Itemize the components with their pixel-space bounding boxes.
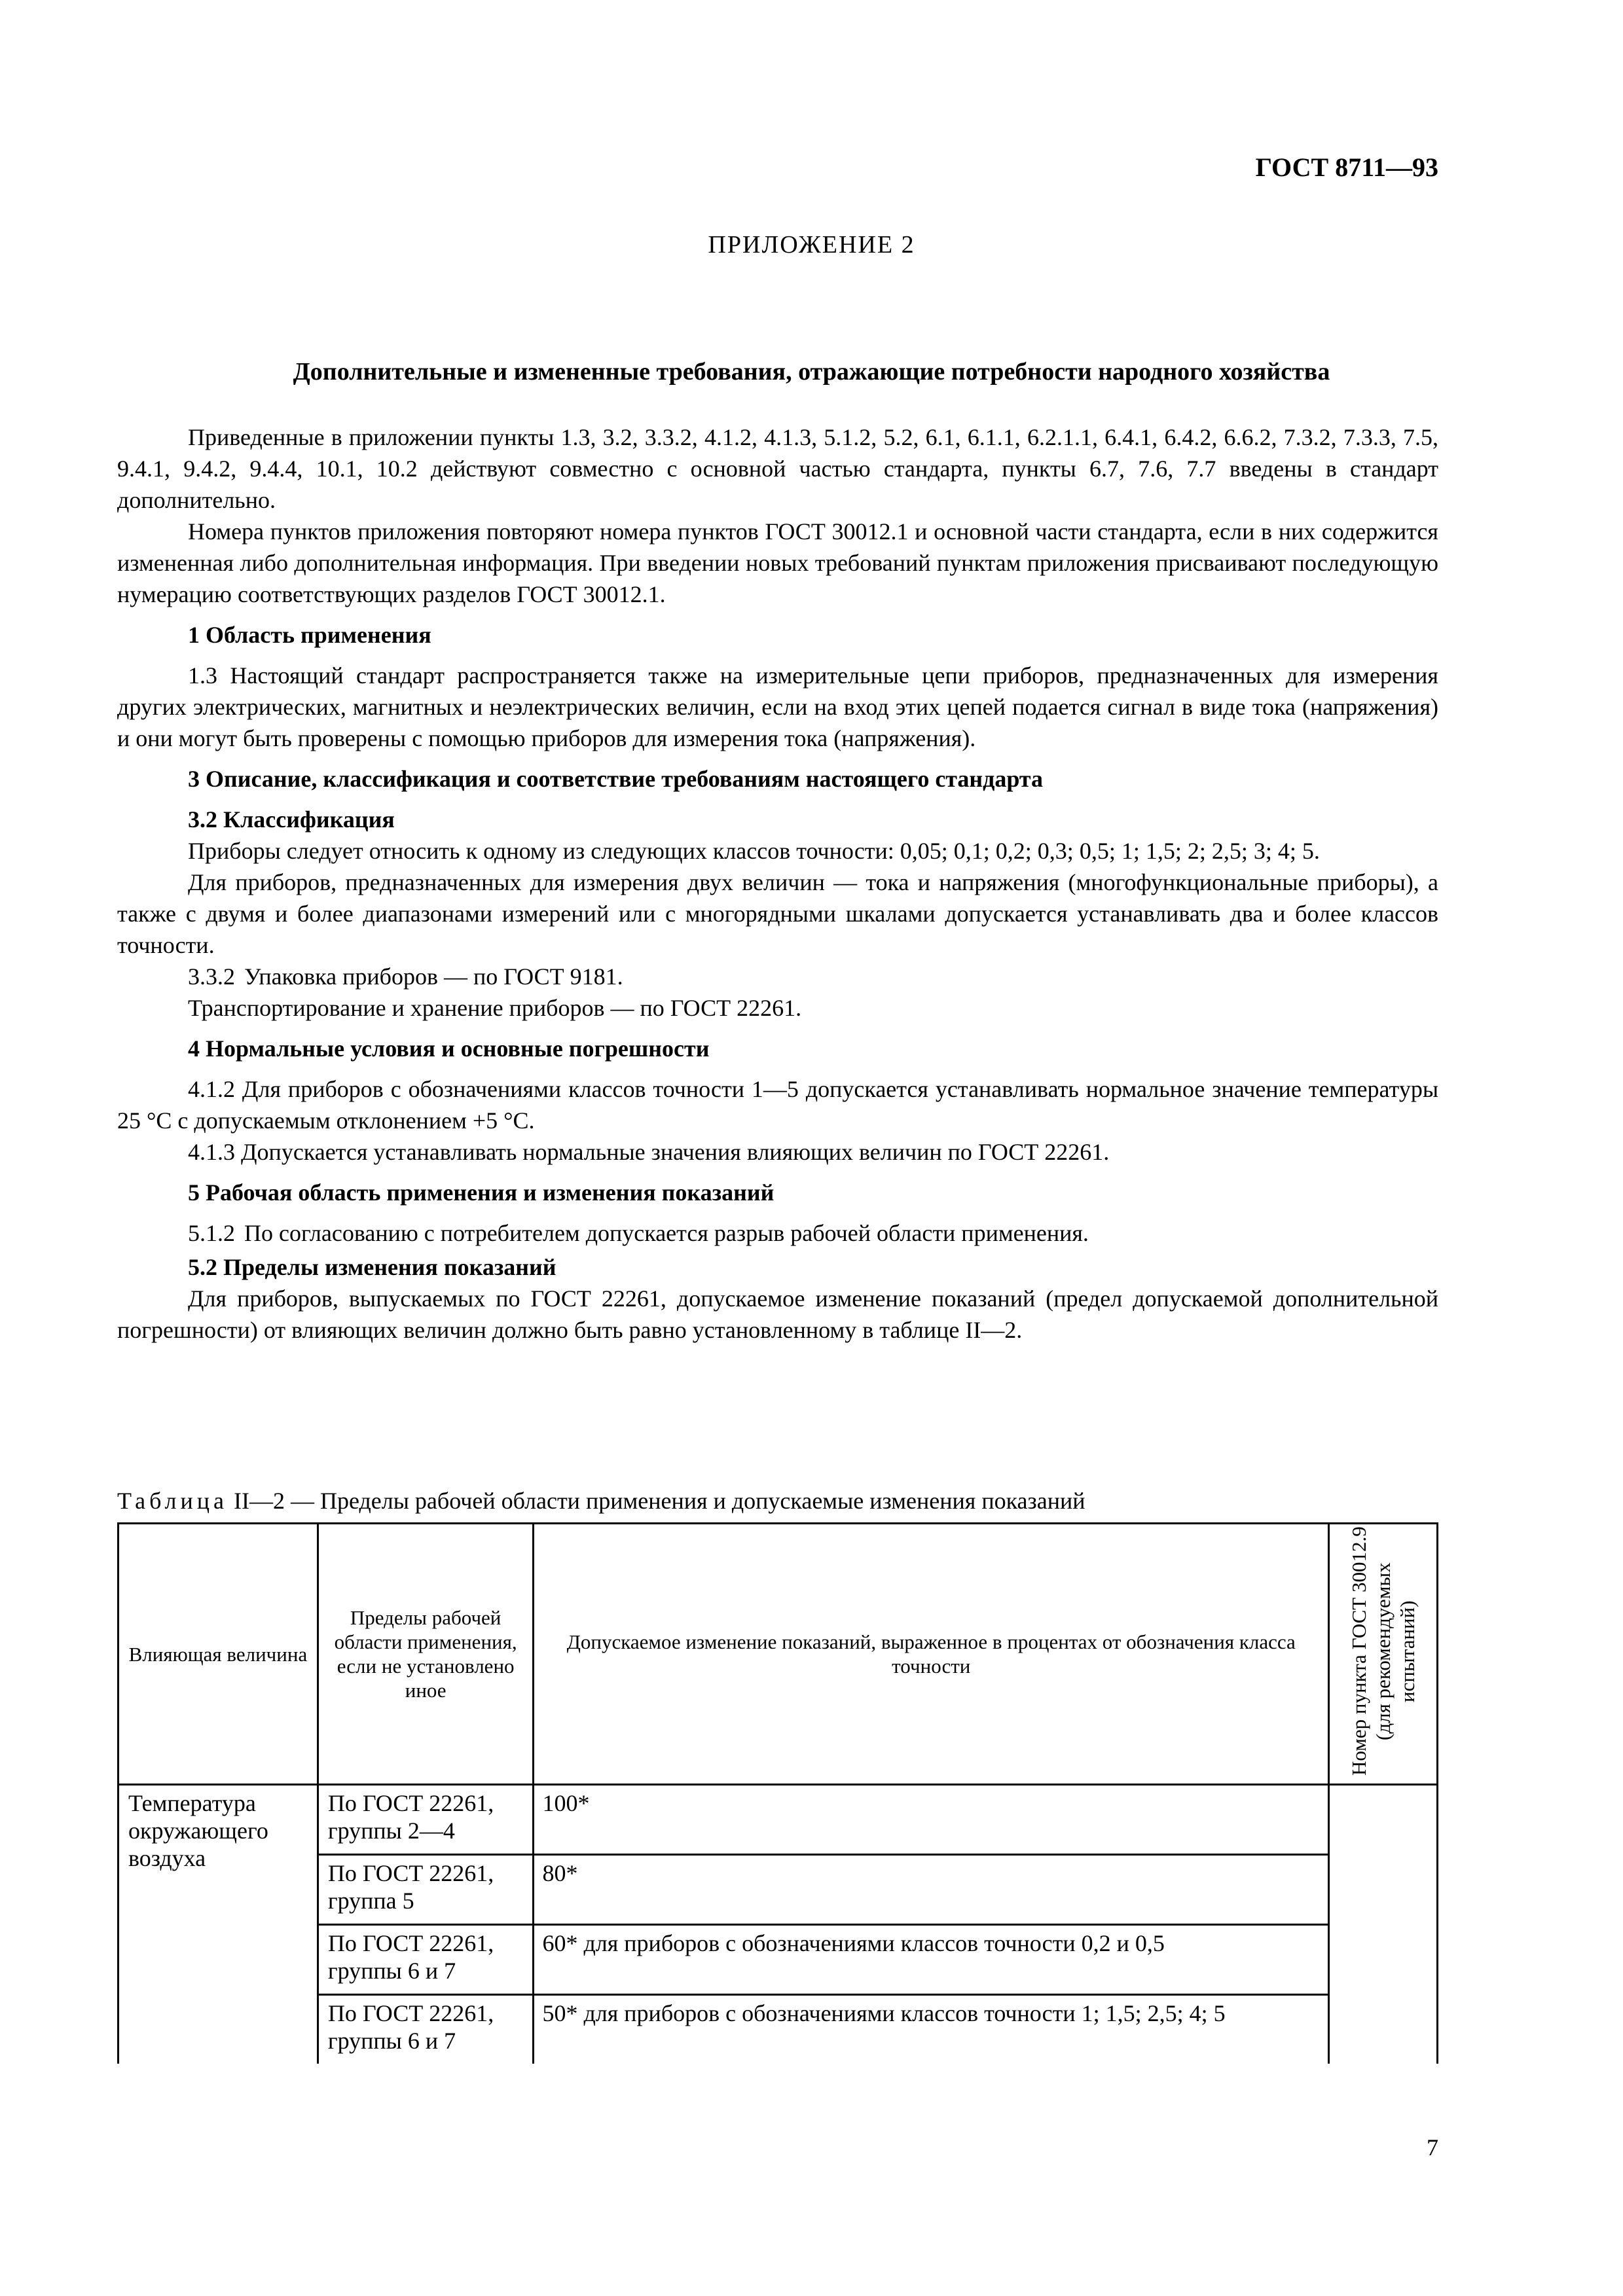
document-body bbox=[117, 422, 1438, 1346]
appendix-label: ПРИЛОЖЕНИЕ 2 bbox=[708, 231, 915, 259]
clause-5-2-title: 5.2 Пределы изменения показаний bbox=[188, 1254, 556, 1280]
header-change: Допускаемое изменение показаний, выраженное в процентах от обозначения класса точности bbox=[534, 1524, 1329, 1785]
section-3-title: 3 Описание, классификация и соответствие требованиям настоящего стандарта bbox=[188, 766, 1044, 792]
table-caption-text: II—2 — Пределы рабочей области применения и допускаемые изменения показаний bbox=[233, 1488, 1085, 1514]
clause-4-1-3: 4.1.3 Допускается устанавливать нормальные значения влияющих величин по ГОСТ 22261. bbox=[188, 1139, 1110, 1165]
clause-5-1-2 bbox=[117, 1217, 1438, 1249]
header-limits: Пределы рабочей области применения, если не установлено иное bbox=[318, 1524, 534, 1785]
header-clause-number-text: Номер пункта ГОСТ 30012.9 (для рекомендуемых испытаний) bbox=[1347, 1526, 1419, 1776]
clause-5-2-text: Для приборов, выпускаемых по ГОСТ 22261, допускаемое изменение показаний (предел допускаемой дополнительной погрешности) от влияющих величин должно быть равно установленному в таблице II—2. bbox=[117, 1285, 1438, 1343]
clause-3-3-2 bbox=[117, 961, 1438, 992]
clause-3-3-2-transport: Транспортирование и хранение приборов — по ГОСТ 22261. bbox=[188, 995, 802, 1021]
clause-3-2-text-1: Приборы следует относить к одному из следующих классов точности: 0,05; 0,1; 0,2; 0,3; 0,5; 1; 1,5; 2; 2,5; 3; 4; 5. bbox=[188, 838, 1320, 864]
table-row bbox=[119, 1785, 1438, 1855]
table-header-row bbox=[119, 1524, 1438, 1785]
clause-cell bbox=[1329, 1785, 1438, 2064]
clause-1-3: 1.3 Настоящий стандарт распространяется также на измерительные цепи приборов, предназначенных для измерения других электрических, магнитных и неэлектрических величин, если на вход этих цепей подается сигнал в виде тока (напряжения) и они могут быть проверены с помощью приборов для измерения тока (напряжения). bbox=[117, 662, 1438, 751]
header-clause-number bbox=[1329, 1524, 1438, 1785]
clause-3-2-title: 3.2 Классификация bbox=[188, 806, 395, 833]
table-caption bbox=[117, 1487, 1085, 1515]
limits-cell: По ГОСТ 22261, группы 2—4 bbox=[318, 1785, 534, 1855]
clause-text: По согласованию с потребителем допускается разрыв рабочей области применения. bbox=[244, 1220, 1089, 1246]
header-quantity: Влияющая величина bbox=[119, 1524, 318, 1785]
change-cell: 100* bbox=[534, 1785, 1329, 1855]
intro-paragraph-2: Номера пунктов приложения повторяют номера пунктов ГОСТ 30012.1 и основной части стандарта, если в них содержится измененная либо дополнительная информация. При введении новых требований пунктам приложения присваивают последующую нумерацию соответствующих разделов ГОСТ 30012.1. bbox=[117, 518, 1438, 607]
clause-3-2-text-2: Для приборов, предназначенных для измерения двух величин — тока и напряжения (многофункциональные приборы), а также с двумя и более диапазонами измерений или с многорядными шкалами допускается устанавливать два и более классов точности. bbox=[117, 869, 1438, 958]
clause-4-1-2: 4.1.2 Для приборов с обозначениями классов точности 1—5 допускается устанавливать нормальное значение температуры 25 °С с допускаемым отклонением +5 °С. bbox=[117, 1076, 1438, 1134]
section-4-title: 4 Нормальные условия и основные погрешности bbox=[188, 1035, 710, 1062]
section-5-title: 5 Рабочая область применения и изменения показаний bbox=[188, 1179, 775, 1206]
limits-cell: По ГОСТ 22261, группы 6 и 7 bbox=[318, 1925, 534, 1995]
quantity-cell: Температура окружающего воздуха bbox=[119, 1785, 318, 2064]
limits-table bbox=[117, 1522, 1438, 2064]
section-1-title: 1 Область применения bbox=[188, 622, 431, 648]
page-number: 7 bbox=[1427, 2134, 1438, 2161]
limits-cell: По ГОСТ 22261, группы 6 и 7 bbox=[318, 1995, 534, 2064]
appendix-title: Дополнительные и измененные требования, отражающие потребности народного хозяйства bbox=[293, 358, 1330, 386]
table-caption-word: Таблица bbox=[117, 1488, 228, 1514]
change-cell: 60* для приборов с обозначениями классов точности 0,2 и 0,5 bbox=[534, 1925, 1329, 1995]
clause-text: Упаковка приборов — по ГОСТ 9181. bbox=[244, 963, 623, 990]
change-cell: 80* bbox=[534, 1855, 1329, 1925]
limits-cell: По ГОСТ 22261, группа 5 bbox=[318, 1855, 534, 1925]
change-cell: 50* для приборов с обозначениями классов точности 1; 1,5; 2,5; 4; 5 bbox=[534, 1995, 1329, 2064]
clause-number: 5.1.2 bbox=[188, 1220, 235, 1246]
clause-number: 3.3.2 bbox=[188, 963, 235, 990]
standard-header: ГОСТ 8711—93 bbox=[1255, 152, 1438, 182]
intro-paragraph-1: Приведенные в приложении пункты 1.3, 3.2, 3.3.2, 4.1.2, 4.1.3, 5.1.2, 5.2, 6.1, 6.1.1, 6.2.1.1, 6.4.1, 6.4.2, 6.6.2, 7.3.2, 7.3.3, 7.5, 9.4.1, 9.4.2, 9.4.4, 10.1, 10.2 действуют совместно с основной частью стандарта, пункты 6.7, 7.6, 7.7 введены в стандарт дополнительно. bbox=[117, 424, 1438, 513]
